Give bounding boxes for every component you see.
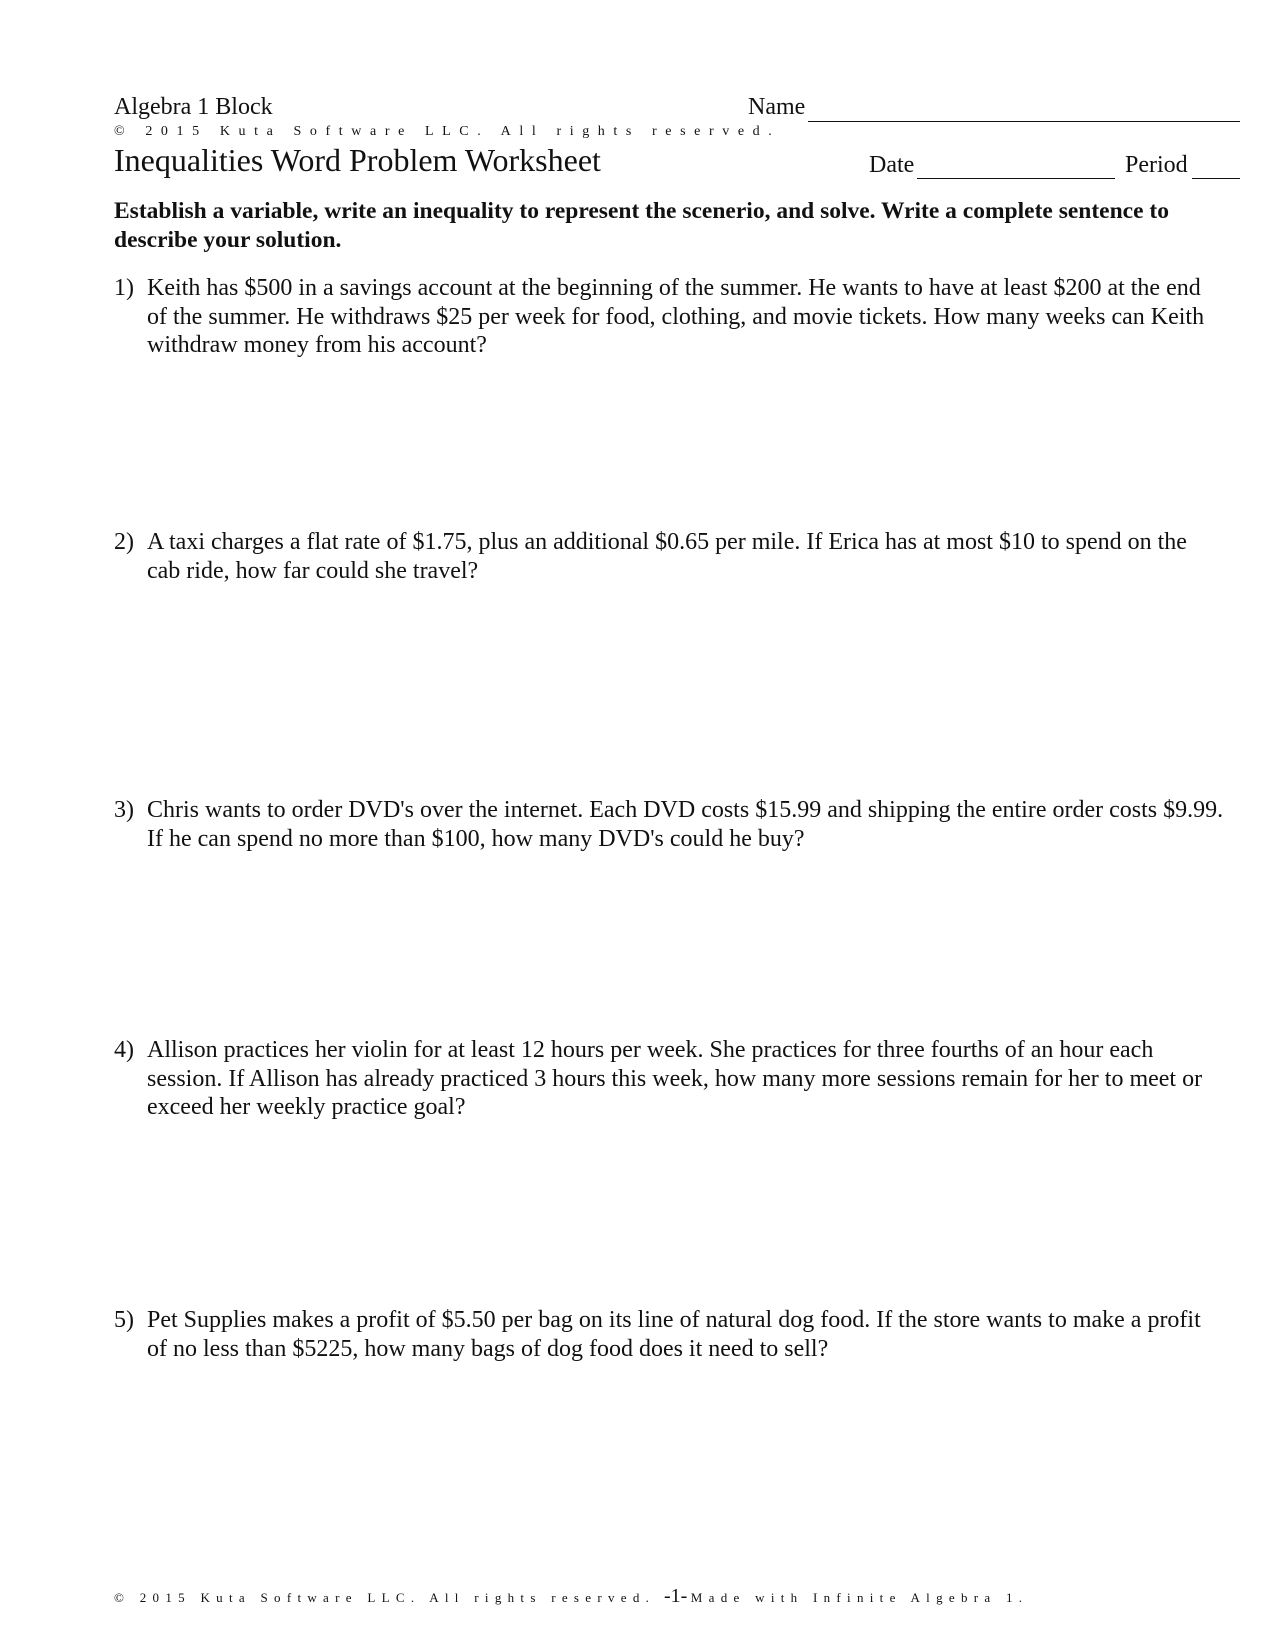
- date-label: Date: [869, 152, 915, 178]
- problem-number: 5): [114, 1307, 134, 1333]
- name-blank-line[interactable]: [808, 121, 1240, 122]
- problem-text: Keith has $500 in a savings account at the beginning of the summer. He wants to have at least $200 at the end of the summer. He withdraws $25 per week for food, clothing, and movie tickets. How many weeks can Keith withdraw money from his account?: [147, 275, 1205, 358]
- date-blank-line[interactable]: [917, 178, 1115, 179]
- footer-made-with: Made with Infinite Algebra 1.: [690, 1590, 1029, 1605]
- problem-number: 1): [114, 275, 134, 301]
- problem-4: [114, 1036, 1224, 1122]
- problem-text: Chris wants to order DVD's over the internet. Each DVD costs $15.99 and shipping the entire order costs $9.99. If he can spend no more than $100, how many DVD's could he buy?: [147, 797, 1224, 852]
- footer-copyright: © 2015 Kuta Software LLC. All rights reserved.: [114, 1590, 656, 1605]
- problem-text: A taxi charges a flat rate of $1.75, plus an additional $0.65 per mile. If Erica has at most $10 to spend on the cab ride, how far could she travel?: [147, 529, 1187, 584]
- problem-5: [114, 1306, 1224, 1363]
- footer: [114, 1590, 1028, 1606]
- worksheet-title: Inequalities Word Problem Worksheet: [114, 142, 601, 178]
- problem-3: [114, 796, 1224, 853]
- problem-2: [114, 528, 1224, 585]
- problem-1: [114, 274, 1224, 360]
- problem-number: 4): [114, 1037, 134, 1063]
- name-label: Name: [748, 94, 806, 120]
- problem-number: 2): [114, 529, 134, 555]
- instructions: Establish a variable, write an inequality to represent the scenerio, and solve. Write a complete sentence to describe your solution.: [114, 198, 1169, 253]
- course-name: Algebra 1 Block: [114, 94, 273, 120]
- problem-text: Pet Supplies makes a profit of $5.50 per bag on its line of natural dog food. If the store wants to make a profit of no less than $5225, how many bags of dog food does it need to sell?: [147, 1307, 1201, 1362]
- period-blank-line[interactable]: [1192, 178, 1240, 179]
- problem-number: 3): [114, 797, 134, 823]
- problem-text: Allison practices her violin for at least 12 hours per week. She practices for three fourths of an hour each session. If Allison has already practiced 3 hours this week, how many more sessions remain for her to meet or exceed her weekly practice goal?: [147, 1037, 1203, 1120]
- page-number: -1-: [664, 1585, 688, 1607]
- copyright-notice: © 2015 Kuta Software LLC. All rights reserved.: [114, 124, 781, 139]
- period-label: Period: [1125, 152, 1188, 178]
